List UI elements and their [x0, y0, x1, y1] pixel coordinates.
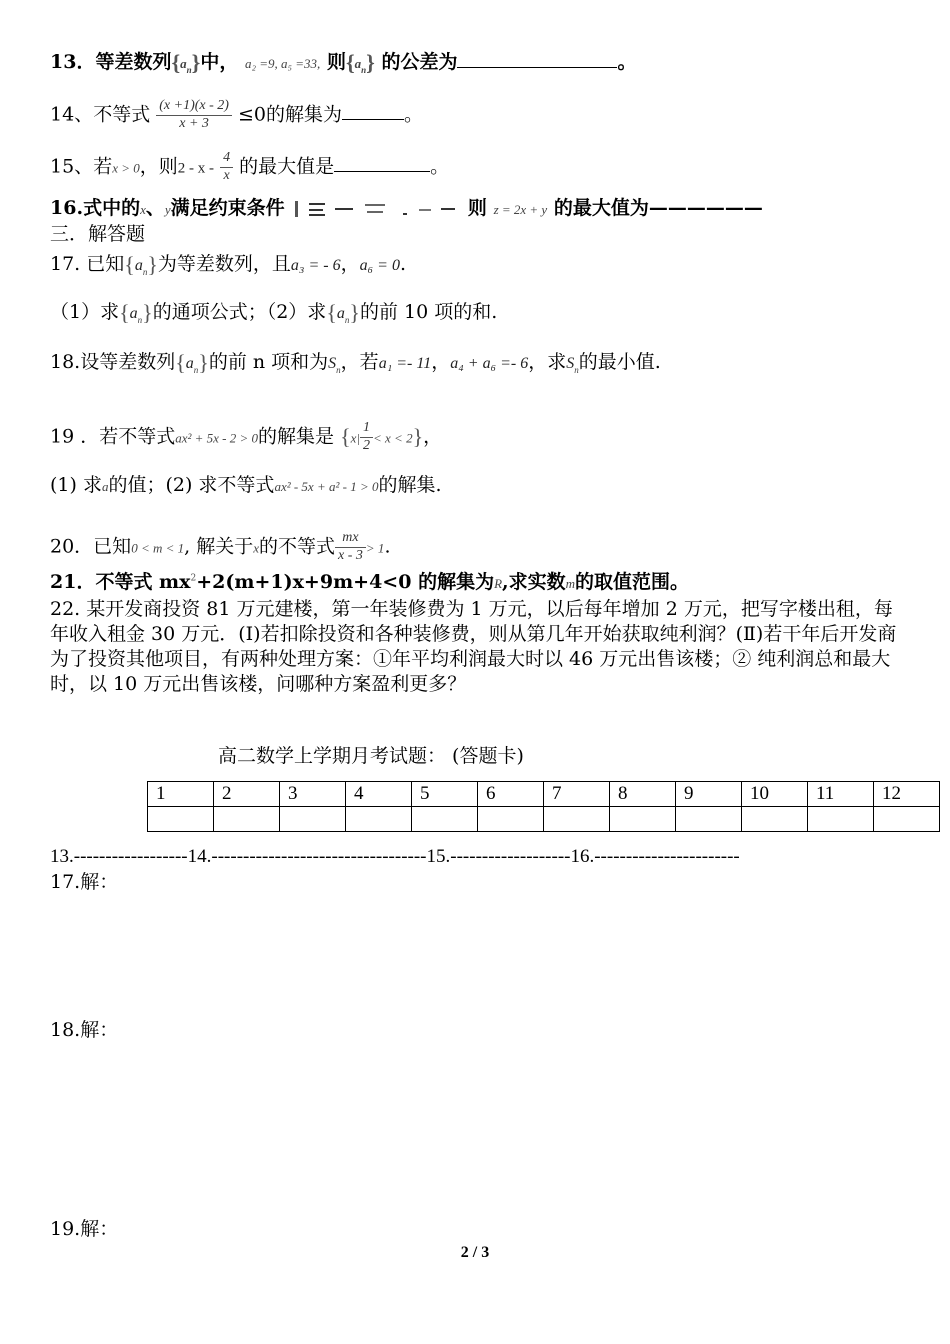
table-answer-row — [148, 807, 940, 832]
seq-sub: n — [344, 315, 350, 325]
section-heading: 三．解答题 — [50, 223, 146, 245]
q17-part1: （1）求 — [50, 301, 120, 324]
q14-le: ≤0 — [237, 103, 266, 126]
q15-text3: 的最大值是 — [239, 155, 335, 178]
answer-cell[interactable] — [148, 807, 214, 832]
q20-dot: . — [384, 535, 391, 558]
q17-text2: 为等差数列，且 — [157, 253, 291, 276]
question-13 — [50, 50, 636, 76]
left-brace-icon: { — [326, 300, 337, 325]
q15-text2: ，则 — [139, 155, 178, 178]
q20-text2: , 解关于 — [184, 535, 254, 558]
frac-numerator: mx — [335, 530, 366, 548]
table-header-cell: 5 — [412, 782, 478, 807]
seq-var: a — [185, 355, 194, 373]
page-number: 2 / 3 — [460, 1244, 490, 1261]
q20-text3: 的不等式 — [259, 535, 336, 558]
q20-text: 20．已知 — [50, 535, 132, 558]
left-brace-icon: { — [340, 424, 351, 450]
q19-inequality: ax² + 5x - 2 > 0 — [175, 430, 259, 446]
q16-text3: 则 — [467, 197, 487, 219]
right-brace-icon: } — [142, 300, 153, 325]
table-header-cell: 8 — [610, 782, 676, 807]
q13-text3: 则 — [326, 51, 346, 74]
question-19-line1 — [50, 420, 442, 455]
q13-number: 13． — [50, 51, 96, 74]
q18-text3: ，若 — [340, 351, 379, 374]
q18-cond2: a₄ + a₆ =- 6 — [450, 355, 529, 373]
answer-cell[interactable] — [412, 807, 478, 832]
q20-gt: > 1 — [365, 540, 385, 556]
table-header-cell: 3 — [280, 782, 346, 807]
right-brace-icon: } — [412, 424, 424, 450]
left-brace-icon: { — [345, 50, 355, 75]
sum-sub: n — [336, 365, 341, 375]
left-brace-icon: { — [171, 50, 181, 75]
q18-text2: 的前 n 项和为 — [208, 351, 329, 374]
table-header-cell: 10 — [742, 782, 808, 807]
table-header-cell: 1 — [148, 782, 214, 807]
table-header-row — [148, 782, 940, 807]
q21-text3: ,求实数 — [502, 571, 566, 593]
q21-text: 21．不等式 mx — [50, 571, 191, 593]
set-bar: | — [356, 430, 361, 446]
q17-text: 17. 已知 — [50, 253, 125, 276]
right-brace-icon: } — [198, 350, 209, 375]
answer-cell[interactable] — [280, 807, 346, 832]
frac-denominator: x + 3 — [179, 115, 209, 131]
seq-sub: n — [193, 365, 199, 375]
answer-blank — [457, 67, 617, 68]
q17-cond1: a₃ = - 6 — [290, 257, 341, 275]
q17-part3: 的前 10 项的和. — [359, 301, 498, 324]
question-16 — [50, 197, 763, 220]
q19-text: 19 ．若不等式 — [50, 425, 176, 448]
var-m: m — [565, 576, 576, 591]
seq-sub: n — [142, 267, 148, 277]
var-y: y — [164, 202, 171, 217]
q16-text: 式中的 — [83, 197, 141, 219]
q14-number: 14、 — [50, 103, 94, 126]
constraint-system-image — [291, 199, 461, 219]
q14-fraction — [156, 98, 232, 133]
frac-denominator: 2 — [363, 437, 371, 453]
q19-part2: 的值；(2) 求不等式 — [108, 474, 275, 496]
answer-card-title: 高二数学上学期月考试题： (答题卡) — [218, 745, 524, 767]
seq-var: a — [134, 257, 143, 275]
q19-text2: 的解集是 — [258, 425, 335, 448]
seq-var: a — [354, 56, 362, 72]
left-brace-icon: { — [124, 252, 135, 277]
seq-sub: n — [186, 65, 192, 75]
q18-text5: 的最小值. — [578, 351, 661, 374]
q19-part3: 的解集. — [378, 474, 442, 496]
seq-sub: n — [361, 65, 367, 75]
q21-exponent: 2 — [190, 573, 197, 584]
q16-number: 16. — [50, 197, 84, 219]
table-header-cell: 7 — [544, 782, 610, 807]
q15-end: 。 — [430, 155, 450, 178]
q17-part2: 的通项公式；（2）求 — [152, 301, 327, 324]
answer-cell[interactable] — [874, 807, 940, 832]
question-18 — [50, 350, 661, 376]
question-17-line1 — [50, 252, 406, 278]
q17-dot: . — [399, 253, 407, 276]
fill-in-answer-line: 13.------------------14.----------------------------------15.-------------------16.----------------------- — [50, 846, 740, 867]
table-header-cell: 9 — [676, 782, 742, 807]
answer-18-label: 18.解： — [50, 1019, 119, 1041]
table-header-cell: 6 — [478, 782, 544, 807]
q20-fraction — [335, 530, 366, 565]
q18-comma: ， — [431, 351, 451, 374]
q14-text2: 的解集为 — [266, 103, 343, 126]
q13-condition: a₂ =9, a₅ =33, — [244, 56, 321, 72]
question-17-line2 — [50, 300, 497, 326]
answer-cell[interactable] — [478, 807, 544, 832]
q16-sep: 、 — [145, 197, 165, 219]
var-R: R — [494, 576, 503, 591]
question-14 — [50, 98, 423, 133]
q15-fraction — [220, 150, 233, 185]
q21-text2: +2(m+1)x+9m+4<0 的解集为 — [196, 571, 495, 593]
answer-17-label: 17.解： — [50, 871, 119, 893]
sum-var: S — [566, 355, 575, 373]
frac-numerator: 1 — [360, 420, 373, 438]
frac-numerator: (x +1)(x - 2) — [156, 98, 232, 116]
question-21 — [50, 571, 689, 594]
q13-text4: 的公差为 — [381, 51, 458, 74]
q13-end: 。 — [617, 51, 637, 74]
table-header-cell: 12 — [874, 782, 940, 807]
var-x: x — [253, 540, 259, 556]
right-brace-icon: } — [349, 300, 360, 325]
q20-condition: 0 < m < 1 — [131, 540, 185, 556]
answer-cell[interactable] — [742, 807, 808, 832]
table-header-cell: 2 — [214, 782, 280, 807]
question-20 — [50, 530, 390, 565]
question-19-line2 — [50, 474, 442, 497]
left-brace-icon: { — [175, 350, 186, 375]
q21-text4: 的取值范围。 — [575, 571, 690, 593]
table-header-cell: 11 — [808, 782, 874, 807]
answer-cell[interactable] — [676, 807, 742, 832]
answer-cell[interactable] — [346, 807, 412, 832]
q13-text2: 中， — [200, 51, 239, 74]
q14-text: 不等式 — [93, 103, 151, 126]
q19-comma: ， — [423, 425, 443, 448]
q16-text2: 满足约束条件 — [170, 197, 285, 219]
table-header-cell: 4 — [346, 782, 412, 807]
answer-cell[interactable] — [544, 807, 610, 832]
q13-text: 等差数列 — [95, 51, 172, 74]
question-22: 22. 某开发商投资 81 万元建楼，第一年装修费为 1 万元，以后每年增加 2 万元，把写字楼出租，每年收入租金 30 万元．(Ⅰ)若扣除投资和各种装修费，则从第几年开始获取纯利润？(Ⅱ)若干年后开发商为了投资其他项目，有两种处理方案：①年平均利润最大时以 46 万元出售该楼；② 纯利润总和最大时，以 10 万元出售该楼，问哪种方案盈利更多？ — [50, 598, 897, 696]
q16-text4: 的最大值为—————— — [553, 197, 763, 219]
answer-cell[interactable] — [214, 807, 280, 832]
sum-var: S — [328, 355, 337, 373]
var-x: x — [140, 202, 146, 217]
q19-part1: (1) 求 — [50, 474, 102, 496]
frac-numerator: 4 — [220, 150, 233, 168]
frac-denominator: x - 3 — [338, 547, 363, 563]
sum-sub: n — [574, 365, 579, 375]
answer-19-label: 19.解： — [50, 1218, 119, 1240]
answer-cell[interactable] — [610, 807, 676, 832]
answer-blank — [342, 119, 404, 120]
set-range: < x < 2 — [373, 430, 413, 446]
answer-table — [147, 781, 940, 832]
right-brace-icon: } — [366, 50, 375, 75]
right-brace-icon: } — [191, 50, 201, 75]
q18-text: 18.设等差数列 — [50, 351, 176, 374]
seq-sub: n — [137, 315, 143, 325]
q17-cond2: a₆ = 0 — [359, 257, 400, 275]
q18-cond1: a₁ =- 11 — [378, 355, 432, 373]
answer-blank — [334, 171, 430, 172]
answer-cell[interactable] — [808, 807, 874, 832]
left-brace-icon: { — [119, 300, 130, 325]
q15-expression: 2 - x - — [177, 160, 215, 177]
q15-number: 15、 — [50, 155, 94, 178]
seq-var: a — [129, 305, 138, 323]
set-var: x — [350, 430, 357, 446]
question-15 — [50, 150, 449, 185]
right-brace-icon: } — [147, 252, 158, 277]
q19-inequality2: ax² - 5x + a² - 1 > 0 — [274, 479, 379, 494]
q16-objective: z = 2x + y — [493, 202, 548, 217]
seq-var: a — [336, 305, 345, 323]
q18-text4: ，求 — [528, 351, 567, 374]
q15-text: 若 — [93, 155, 113, 178]
seq-var: a — [180, 56, 187, 72]
frac-denominator: x — [223, 167, 230, 183]
q17-comma: ， — [340, 253, 360, 276]
q15-condition: x > 0 — [112, 160, 140, 176]
var-a: a — [101, 479, 109, 494]
q19-fraction — [360, 420, 373, 455]
q14-end: 。 — [404, 103, 424, 126]
